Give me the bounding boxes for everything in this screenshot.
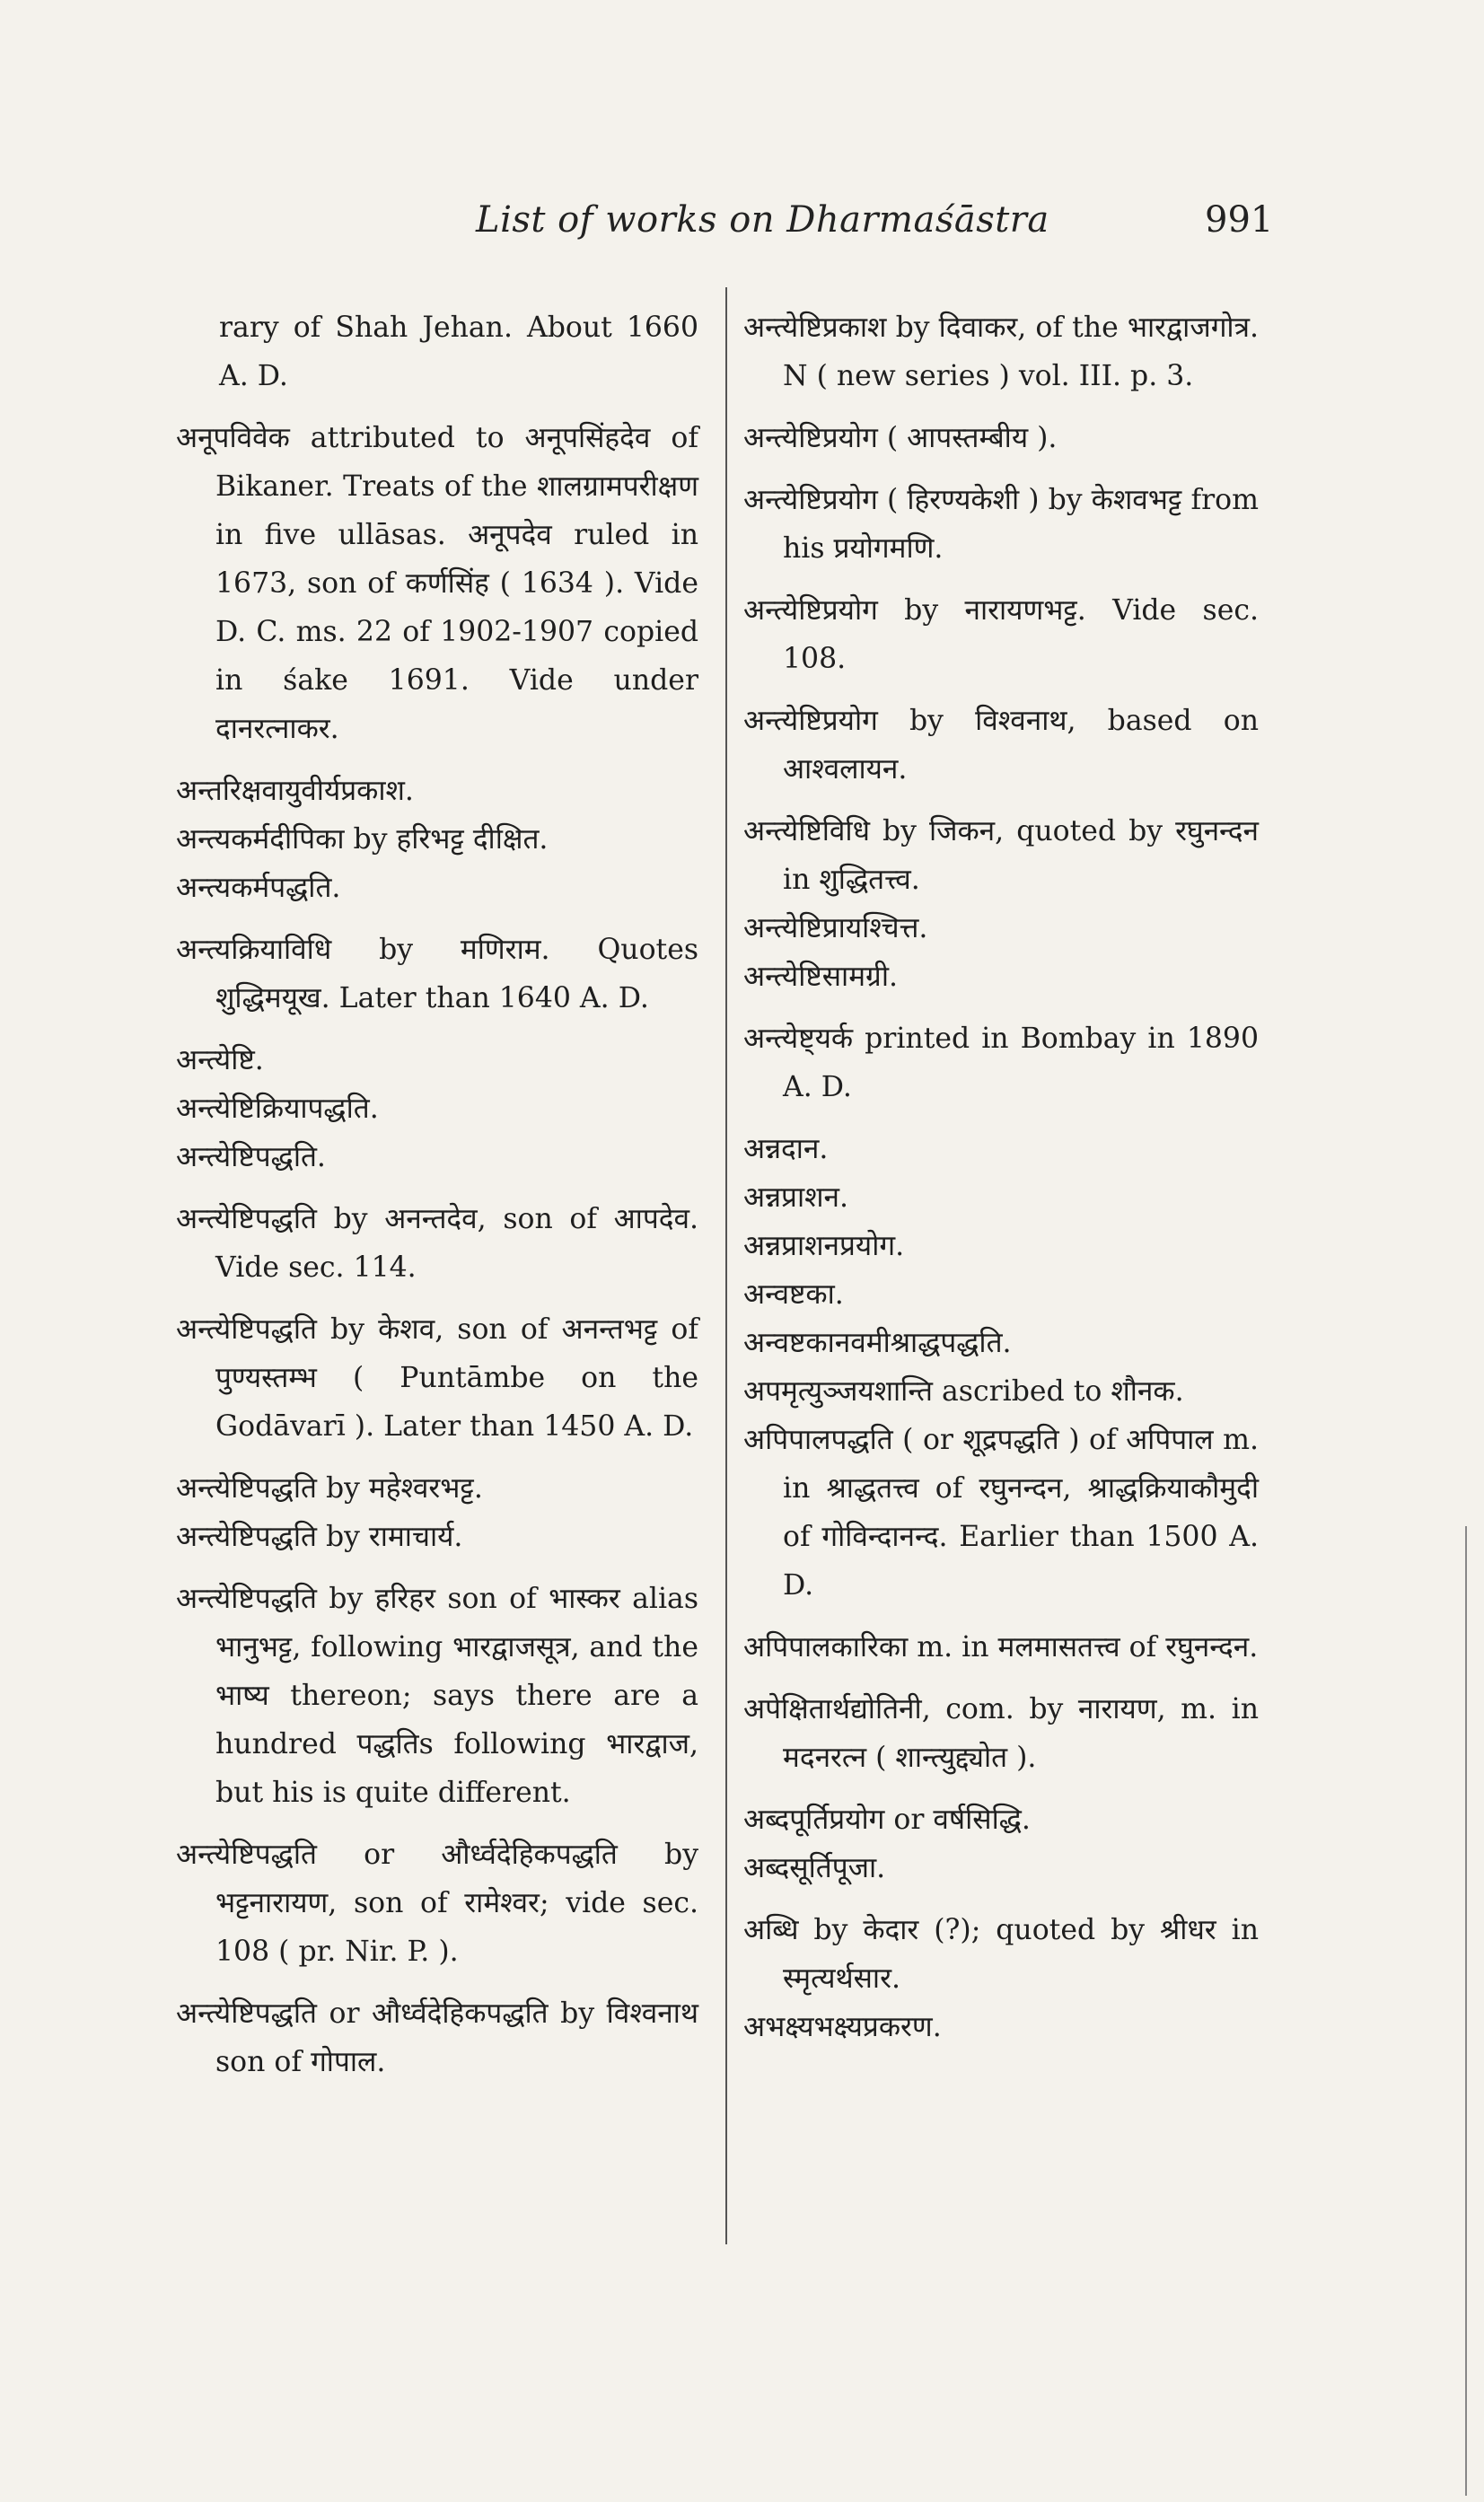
entry: अन्नप्राशनप्रयोग. [743, 1230, 905, 1262]
running-title: List of works on Dharmaśāstra [476, 199, 1049, 241]
entry: अपेक्षितार्थद्योतिनी, com. by नारायण, m. in मदनरत्न ( शान्त्युद्द्योत ). [743, 1693, 1259, 1774]
entry: अन्त्येष्टिपद्धति. [176, 1141, 326, 1173]
column-divider [725, 287, 727, 2244]
entry: अन्तरिक्षवायुवीर्यप्रकाश. [176, 775, 414, 807]
entry: अन्त्येष्टिपद्धति or और्ध्वदेहिकपद्धति by विश्वनाथ son of गोपाल. [176, 1997, 698, 2078]
entry: अपिपालपद्धति ( or शूद्रपद्धति ) of अपिपाल m. in श्राद्धतत्त्व of रघुनन्दन, श्राद्धक्रियाकौमुदी of गोविन्दानन्द. Earlier than 1500 A. D. [743, 1424, 1259, 1602]
entry: अन्त्येष्टिपद्धति by रामाचार्य. [176, 1521, 463, 1553]
entry: अन्त्यकर्मदीपिका by हरिभट्ट दीक्षित. [176, 823, 549, 856]
entry: अन्त्येष्टिसामग्री. [743, 961, 898, 993]
entry: अब्दसूर्तिपूजा. [743, 1852, 886, 1884]
entry: अन्त्यकर्मपद्धति. [176, 872, 341, 904]
entry: अन्नप्राशन. [743, 1181, 849, 1214]
entry: अन्वष्टकानवमीश्राद्धपद्धति. [743, 1327, 1012, 1359]
entry: अपमृत्युञ्जयशान्ति ascribed to शौनक. [743, 1375, 1184, 1408]
entry: अनूपविवेक attributed to अनूपसिंहदेव of Bikaner. Treats of the शालग्रामपरीक्षण in five ullāsas. अनूपदेव ruled in 1673, son of कर्णसिंह ( 1634 ). Vide D. C. ms. 22 of 1902-1907 copied in śake 1691. Vide under दानरत्नाकर. [176, 422, 698, 745]
entry: अन्त्येष्टि. [176, 1044, 264, 1076]
entry: अन्त्येष्टिपद्धति by अनन्तदेव, son of आपदेव. Vide sec. 114. [176, 1203, 698, 1284]
entry: rary of Shah Jehan. About 1660 A. D. [219, 312, 698, 392]
entry: अन्त्येष्टिपद्धति or और्ध्वदेहिकपद्धति by भट्टनारायण, son of रामेश्वर; vide sec. 108 ( pr. Nir. P. ). [176, 1839, 698, 1968]
entry: अन्त्येष्टिप्रकाश by दिवाकर, of the भारद्वाजगोत्र. N ( new series ) vol. III. p. 3. [743, 312, 1259, 392]
entry: अन्त्येष्टिप्रयोग by विश्वनाथ, based on आश्वलायन. [743, 705, 1259, 786]
entry: अन्त्येष्टिप्रयोग by नारायणभट्ट. Vide sec. 108. [743, 594, 1259, 675]
entry: अन्वष्टका. [743, 1278, 844, 1311]
entry: अन्त्येष्टिविधि by जिकन, quoted by रघुनन्दन in शुद्धितत्त्व. [743, 815, 1259, 896]
entry: अपिपालकारिका m. in मलमासतत्त्व of रघुनन्दन. [743, 1631, 1259, 1664]
entry: अब्धि by केदार (?); quoted by श्रीधर in स्मृत्यर्थसार. [743, 1914, 1259, 1995]
right-column [743, 303, 1259, 2051]
entry: अन्त्येष्टिप्रयोग ( आपस्तम्बीय ). [743, 422, 1058, 454]
entry: अन्त्येष्टिपद्धति by महेश्वरभट्ट. [176, 1472, 483, 1505]
entry: अभक्ष्यभक्ष्यप्रकरण. [743, 2011, 942, 2043]
entry: अन्त्येष्टिपद्धति by केशव, son of अनन्तभट्ट of पुण्यस्तम्भ ( Puntāmbe on the Godāvarī ). Later than 1450 A. D. [176, 1313, 698, 1443]
entry: अन्त्येष्टिपद्धति by हरिहर son of भास्कर alias भानुभट्ट, following भारद्वाजसूत्र, and the भाष्य thereon; says there are a hundred पद्धतिs following भारद्वाज, but his is quite different. [176, 1583, 698, 1809]
page-number: 991 [1205, 199, 1274, 241]
page-edge-line [1465, 1526, 1467, 2496]
entry: अन्नदान. [743, 1133, 829, 1165]
entry: अन्त्येष्टिप्रयोग ( हिरण्यकेशी ) by केशवभट्ट from his प्रयोगमणि. [743, 484, 1259, 565]
entry: अन्त्येष्ट्यर्क printed in Bombay in 1890 A. D. [743, 1023, 1259, 1103]
left-column [176, 303, 698, 2086]
entry: अन्त्यक्रियाविधि by मणिराम. Quotes शुद्धिमयूख. Later than 1640 A. D. [176, 934, 698, 1014]
entry: अन्त्येष्टिप्रायश्चित्त. [743, 912, 928, 944]
entry: अब्दपूर्तिप्रयोग or वर्षसिद्धि. [743, 1804, 1031, 1836]
entry: अन्त्येष्टिक्रियापद्धति. [176, 1093, 379, 1125]
